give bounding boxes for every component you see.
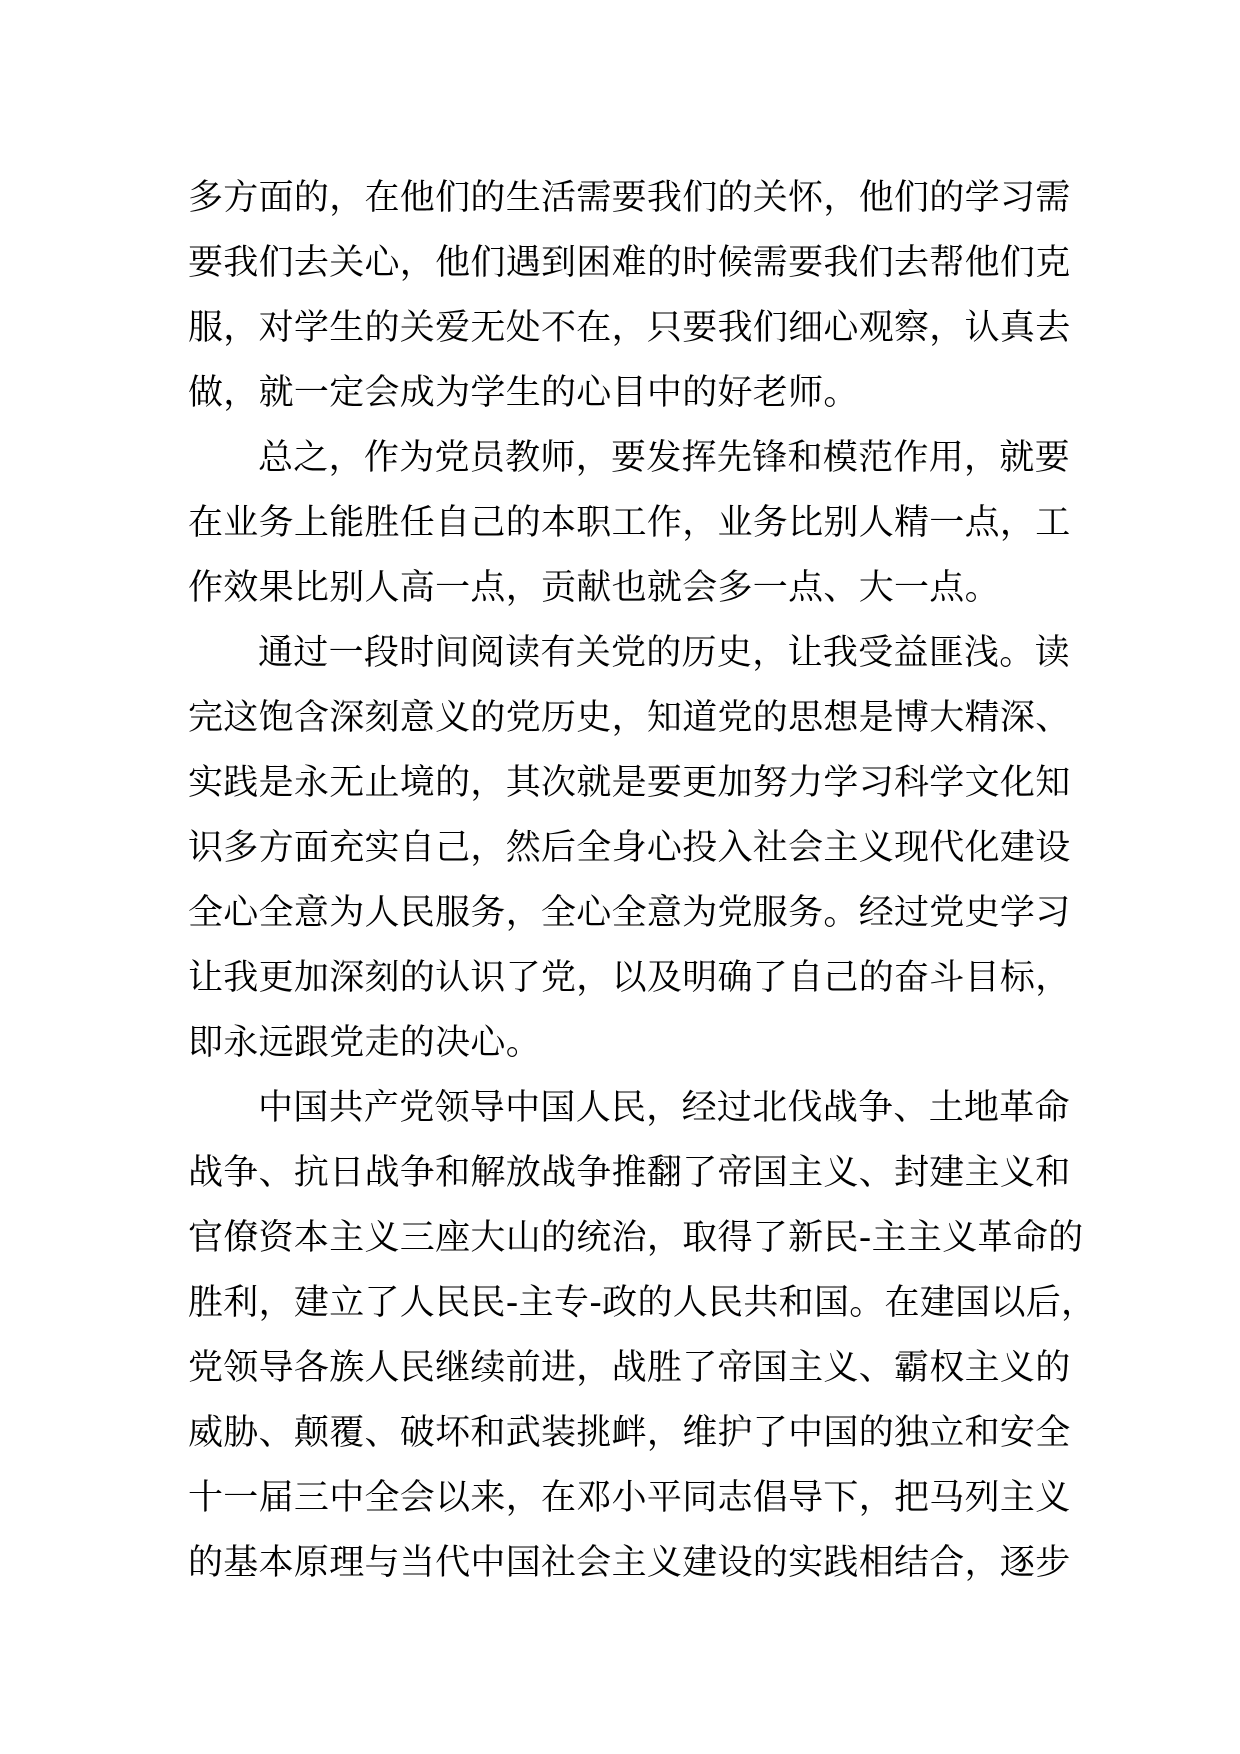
text-line: 十一届三中全会以来，在邓小平同志倡导下，把马列主义: [188, 1478, 1071, 1518]
text-line: 完这饱含深刻意义的党历史，知道党的思想是博大精深、: [188, 698, 1071, 738]
text-line: 服，对学生的关爱无处不在，只要我们细心观察，认真去: [188, 308, 1071, 348]
text-line: 多方面的，在他们的生活需要我们的关怀，他们的学习需: [188, 178, 1071, 218]
text-line: 实践是永无止境的，其次就是要更加努力学习科学文化知: [188, 763, 1071, 803]
text-line: 让我更加深刻的认识了党，以及明确了自己的奋斗目标，: [188, 958, 1071, 998]
text-line: 即永远跟党走的决心。: [188, 1023, 542, 1063]
paragraph-first-line: 总之，作为党员教师，要发挥先锋和模范作用，就要: [258, 438, 1070, 478]
text-line: 的基本原理与当代中国社会主义建设的实践相结合，逐步: [188, 1543, 1071, 1583]
text-line: 官僚资本主义三座大山的统治，取得了新民-主主义革命的: [188, 1218, 1084, 1258]
text-line: 识多方面充实自己，然后全身心投入社会主义现代化建设: [188, 828, 1071, 868]
text-line: 在业务上能胜任自己的本职工作，业务比别人精一点，工: [188, 503, 1071, 543]
text-line: 党领导各族人民继续前进，战胜了帝国主义、霸权主义的: [188, 1348, 1071, 1388]
text-line: 要我们去关心，他们遇到困难的时候需要我们去帮他们克: [188, 243, 1071, 283]
text-line: 战争、抗日战争和解放战争推翻了帝国主义、封建主义和: [188, 1153, 1071, 1193]
paragraph-first-line: 通过一段时间阅读有关党的历史，让我受益匪浅。读: [258, 633, 1070, 673]
text-line: 作效果比别人高一点，贡献也就会多一点、大一点。: [188, 568, 1000, 608]
paragraph-first-line: 中国共产党领导中国人民，经过北伐战争、土地革命: [258, 1088, 1070, 1128]
body-text: [188, 166, 1097, 1596]
text-line: 做，就一定会成为学生的心目中的好老师。: [188, 373, 859, 413]
text-line: 威胁、颠覆、破坏和武装挑衅，维护了中国的独立和安全: [188, 1413, 1071, 1453]
text-line: 胜利，建立了人民民-主专-政的人民共和国。在建国以后，: [188, 1283, 1097, 1323]
text-line: 全心全意为人民服务，全心全意为党服务。经过党史学习: [188, 893, 1071, 933]
